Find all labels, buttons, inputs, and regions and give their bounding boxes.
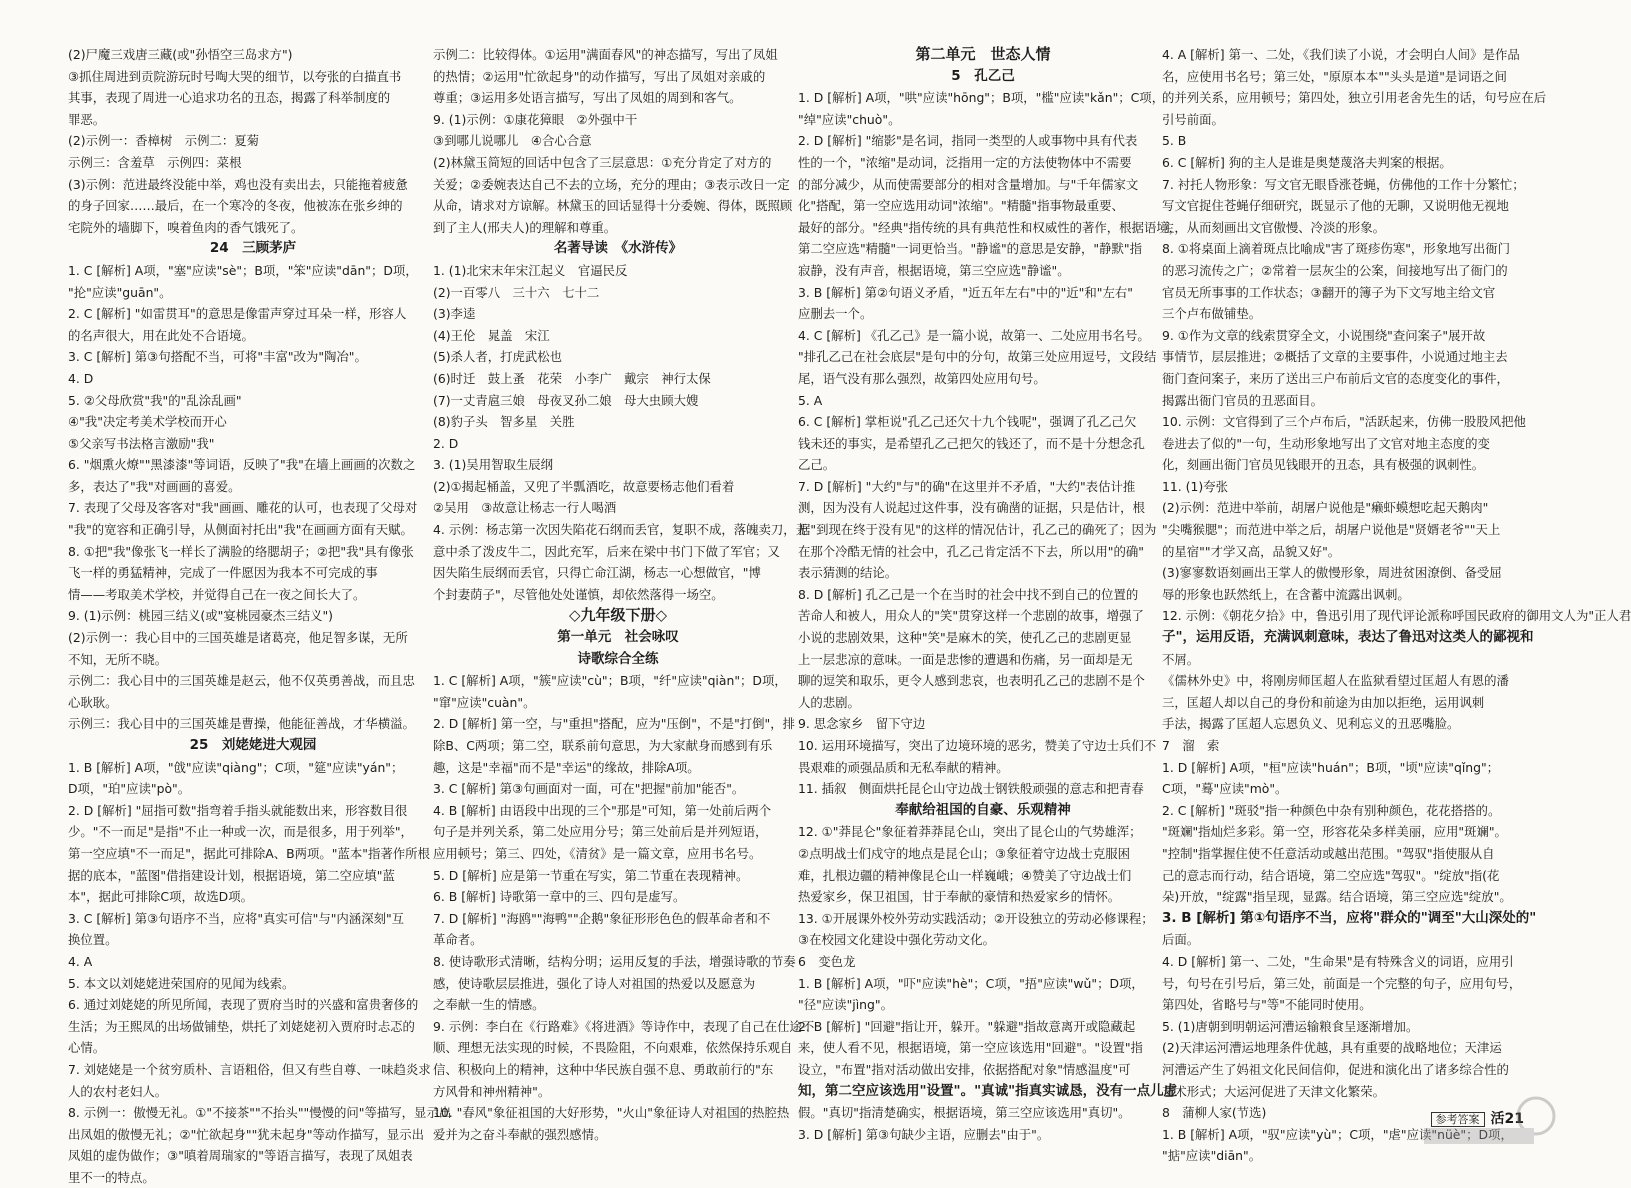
answer-line: 三个卢布做铺垫。 <box>1162 306 1262 322</box>
answer-line: 的热情；②运用"忙欲起身"的动作描写，写出了凤姐对亲戚的 <box>433 68 766 84</box>
answer-line: 10. 运用环境描写，突出了边境环境的恶劣，赞美了守边士兵们不 <box>798 738 1157 753</box>
answer-line: ②吴用 ③故意让杨志一行人喝酒 <box>433 500 617 516</box>
answer-line: "窜"应读"cuàn"。 <box>433 694 536 710</box>
answer-line: 河漕运产生了妈祖文化民间信仰，促进和演化出了诸多综合性的 <box>1162 1061 1509 1077</box>
answer-line: 从命，请求对方谅解。林黛玉的回话显得十分委婉、得体，既照顾 <box>433 198 793 214</box>
column-4 <box>1162 44 1631 1167</box>
answer-line: "我"的宽容和正确引导，从侧面衬托出"我"在画画方面有天赋。 <box>68 522 413 538</box>
answer-line: 换位置。 <box>68 932 118 948</box>
answer-line: "抡"应读"guān"。 <box>68 284 172 300</box>
answer-line: 卷进去了似的"一句，生动形象地写出了文官对地主态度的变 <box>1162 435 1490 451</box>
answer-line: (2)尸魔三戏唐三藏(或"孙悟空三岛求方") <box>68 47 293 62</box>
answer-line: 化，刻画出衙门官员见钱眼开的丑态，具有极强的讽刺性。 <box>1162 457 1485 473</box>
answer-line: 1. D [解析] A项，"哄"应读"hōng"；B项，"槛"应读"kǎn"；C项， <box>798 90 1165 106</box>
answer-line: ③抓住周进到贡院游玩时号啕大哭的细节，以夸张的白描直书 <box>68 68 402 84</box>
answer-line: 3. D [解析] 第③句缺少主语，应删去"由于"。 <box>798 1126 1050 1142</box>
answer-line: 10. 示例：文官得到了三个卢布后，"活跃起来，仿佛一股股风把他 <box>1162 414 1526 430</box>
answer-line: 应用顿号；第三、四处，《清贫》是一篇文章，应用书名号。 <box>433 845 762 861</box>
answer-line: ③到哪儿说哪儿 ④合心合意 <box>433 133 592 149</box>
answer-line: "径"应读"jìng"。 <box>798 997 893 1013</box>
answer-line: 2. D <box>433 435 459 451</box>
answer-line: 到了主人(邢夫人)的理解和尊重。 <box>433 219 617 235</box>
answer-line: 5. A <box>798 392 823 408</box>
answer-line: 5. (1)唐朝到明朝运河漕运输粮食呈逐渐增加。 <box>1162 1018 1419 1034</box>
answer-line: 2. C [解析] "如雷贯耳"的意思是像雷声穿过耳朵一样，形容人 <box>68 306 407 322</box>
answer-line: 1. (1)北宋末年宋江起义 官逼民反 <box>433 262 628 278</box>
answer-line: 5. B <box>1162 133 1187 149</box>
answer-line: "绰"应读"chuò"。 <box>798 111 901 127</box>
answer-line: 4. B [解析] 由语段中出现的三个"那是"可知，第一处前后两个 <box>433 802 772 818</box>
answer-line: 不知，无所不晓。 <box>68 651 168 667</box>
answer-line: 艺术形式；大运河促进了天津文化繁荣。 <box>1162 1083 1386 1099</box>
answer-line: 第四处，省略号与"等"不能同时使用。 <box>1162 997 1372 1013</box>
answer-line: 3. C [解析] 第③句画面对一面，可在"把握"前加"能否"。 <box>433 781 745 797</box>
answer-line: 1. B [解析] A项，"吓"应读"hè"；C项，"捂"应读"wǔ"；D项， <box>798 975 1144 991</box>
answer-line: 4. C [解析] 《孔乙己》是一篇小说，故第一、二处应用书名号。 <box>798 327 1150 343</box>
answer-line: 3. C [解析] 第③句语序不当，应将"真实可信"与"内涵深刻"互 <box>68 910 405 926</box>
answer-line: 的并列关系，应用顿号；第四处，独立引用老舍先生的话，句号应在后 <box>1162 90 1547 106</box>
answer-line: 罪恶。 <box>68 111 106 127</box>
answer-line: 11. 插叙 侧面烘托昆仑山守边战士钢铁般顽强的意志和把青春 <box>798 781 1144 797</box>
section-heading: 第二单元 世态人情 <box>915 45 1051 63</box>
answer-line: (7)一丈青扈三娘 母夜叉孙二娘 母大虫顾大嫂 <box>433 392 699 408</box>
answer-line: 第一空应填"不一而足"，据此可排除A、B两项。"蓝本"指著作所根 <box>68 845 430 861</box>
answer-line: 8. 示例一：傲慢无礼。①"不接茶""不抬头""慢慢的问"等描写，显示出 <box>68 1105 452 1121</box>
answer-line: 朵)开放，"绽露"指呈现，显露。结合语境，第三空应选"绽放"。 <box>1162 889 1512 905</box>
answer-line: 本"，据此可排除C项，故选D项。 <box>68 889 253 905</box>
answer-line: 心情。 <box>68 1040 106 1056</box>
answer-line: 设立，"布置"指对活动做出安排，依据搭配对象"情感温度"可 <box>798 1061 1131 1077</box>
answer-line: 生活；为王熙凤的出场做铺垫，烘托了刘姥姥初入贾府时忐忑的 <box>68 1018 415 1034</box>
answer-line: 宅院外的墙脚下，嗅着鱼肉的香气饿死了。 <box>68 219 304 235</box>
answer-line: 性的一个，"浓缩"是动词，泛指用一定的方法使物体中不需要 <box>798 154 1132 170</box>
answer-line: 4. A <box>68 953 93 969</box>
answer-line: 方风骨和神州精神"。 <box>433 1083 551 1099</box>
answer-line: 4. D <box>68 370 94 386</box>
answer-line: 9. (1)示例：①康花獐眼 ②外强中干 <box>433 111 638 127</box>
answer-line: 除B、C两项；第二空，联系前句意思，为大家献身而感到有乐 <box>433 738 773 753</box>
answer-line: 在那个冷酷无情的社会中，孔乙己肯定活不下去，所以用"的确" <box>798 543 1144 559</box>
section-heading: 3. B [解析] 第①句语序不当，应将"群众的"调至"大山深处的" <box>1162 909 1537 926</box>
answer-line: 后面。 <box>1162 932 1200 948</box>
answer-line: 之奉献一生的情感。 <box>433 997 545 1013</box>
answer-line: 的恶习流传之广；②常着一层灰尘的公案，间接地写出了衙门的 <box>1162 262 1508 278</box>
answer-line: 名，应使用书名号；第三处，"原原本本""头头是道"是词语之间 <box>1162 68 1507 84</box>
answer-line: 表示猜测的结论。 <box>798 565 898 581</box>
answer-line: 事情节，层层推进；②概括了文章的主要事件，小说通过地主去 <box>1162 349 1508 365</box>
answer-line: 因失陷生辰纲而丢官，只得亡命江湖，杨志一心想做官，"博 <box>433 565 761 581</box>
answer-line: 9. 示例：李白在《行路难》《将进酒》等诗作中，表现了自己在仕途不 <box>433 1018 815 1034</box>
answer-line: 据"到现在终于没有见"的这样的情况估计，孔乙己的确死了；因为 <box>798 522 1157 538</box>
answer-line: 应删去一个。 <box>798 306 873 322</box>
answer-line: 8 蒲柳人家(节选) <box>1162 1105 1267 1121</box>
answer-line: 9. 思念家乡 留下守边 <box>798 716 926 732</box>
answer-line: 7. D [解析] "大约"与"的确"在这里并不矛盾，"大约"表估计推 <box>798 478 1136 494</box>
answer-line: 号，句号在引号后，第三处，前面是一个完整的句子，应用句号， <box>1162 975 1522 991</box>
answer-line: 5. 本文以刘姥姥进荣国府的见闻为线索。 <box>68 975 295 991</box>
answer-line: 8. 使诗歌形式清晰，结构分明；运用反复的手法，增强诗歌的节奏 <box>433 953 796 969</box>
answer-line: 6. C [解析] 掌柜说"孔乙己还欠十九个钱呢"，强调了孔乙己欠 <box>798 414 1137 430</box>
section-heading: 第一单元 社会咏叹 <box>557 629 679 646</box>
section-heading: ◇九年级下册◇ <box>568 606 668 625</box>
answer-line: 信、积极向上的精神，这种中华民族自强不息、勇敢前行的"东 <box>433 1061 774 1077</box>
answer-line: C项，"蓦"应读"mò"。 <box>1162 781 1288 797</box>
answer-line: 6. B [解析] 诗歌第一章中的三、四句是虚写。 <box>433 889 686 905</box>
answer-line: 钱未还的事实，是希望孔乙己把欠的钱还了，而不是十分想念孔 <box>798 435 1145 451</box>
answer-line: 不屑。 <box>1162 651 1200 667</box>
watermark-logo-icon <box>1416 1094 1566 1148</box>
answer-line: 关爱；②委婉表达自己不去的立场，充分的理由；③表示改日一定 <box>433 176 790 192</box>
answer-line: (2)示例：范进中举前，胡屠户说他是"癞虾蟆想吃起天鹅肉" <box>1162 500 1489 516</box>
answer-line: "排孔乙己在社会底层"是句中的分句，故第三处应用逗号，文段结 <box>798 349 1157 365</box>
section-heading: 24 三顾茅庐 <box>209 240 297 257</box>
answer-line: 7. 衬托人物形象：写文官无眼昏涨苍蝇，仿佛他的工作十分繁忙； <box>1162 176 1525 192</box>
answer-line: 8. ①把"我"像张飞一样长了满脸的络腮胡子；②把"我"具有像张 <box>68 543 414 559</box>
answer-line: 6. 通过刘姥姥的所见所闻，表现了贾府当时的兴盛和富贵奢侈的 <box>68 997 419 1013</box>
answer-line: 2. B [解析] "回避"指让开，躲开。"躲避"指故意离开或隐藏起 <box>798 1018 1136 1034</box>
answer-line: (4)王伦 晁盖 宋江 <box>433 327 550 343</box>
answer-line: 6. C [解析] 狗的主人是谁是奥楚蔑洛夫判案的根据。 <box>1162 154 1452 170</box>
answer-line: 7. 表现了父母及客客对"我"画画、雕花的认可，也表现了父母对 <box>68 500 418 516</box>
answer-line: 5. D [解析] 应是第一节重在写实，第二节重在表现精神。 <box>433 867 749 883</box>
section-heading: 诗歌综合全练 <box>577 650 659 667</box>
answer-line: 的名声很大，用在此处不合语境。 <box>68 327 254 343</box>
answer-line: 3. B [解析] 第②句语义矛盾，"近五年左右"中的"近"和"左右" <box>798 284 1133 300</box>
section-heading: 奉献给祖国的自豪、乐观精神 <box>895 801 1071 818</box>
answer-line: 革命者。 <box>433 932 483 948</box>
answer-line: 顺、理想无法实现的时候，不畏险阻，不向艰难，依然保持乐观自 <box>433 1040 793 1056</box>
answer-line: 衙门查问案子，来历了送出三户布前后文官的态度变化的事件， <box>1162 370 1509 386</box>
answer-line: 7 溜 索 <box>1162 738 1220 753</box>
answer-line: 句子是并列关系，第二处应用分号；第三处前后是并列短语， <box>433 824 768 840</box>
answer-line: 最好的部分。"经典"指传统的具有典范性和权威性的著作，根据语境， <box>798 219 1182 235</box>
answer-line: 12. ①"莽昆仑"象征着莽莽昆仑山，突出了昆仑山的气势雄浑； <box>798 824 1142 840</box>
answer-line: 尾，语气没有那么强烈，故第四处应用句号。 <box>798 370 1046 386</box>
answer-line: 感，使诗歌层层推进，强化了诗人对祖国的热爱以及愿意为 <box>433 975 756 991</box>
answer-line: 示例三：我心目中的三国英雄是曹操，他能征善战，才华横溢。 <box>68 716 415 732</box>
answer-line: 出凤姐的傲慢无礼；②"忙欲起身""犹未起身"等动作描写，显示出 <box>68 1126 425 1142</box>
answer-line: (2)示例一：我心目中的三国英雄是诸葛亮，他足智多谋，无所 <box>68 630 408 646</box>
answer-line: 趣，这是"幸福"而不是"幸运"的缘故，排除A项。 <box>433 759 700 775</box>
answer-line: 少。"不一而足"是指"不止一种或一次，而是很多，用于列举"， <box>68 824 413 840</box>
answer-line: 2. D [解析] "缩影"是名词，指同一类型的人或事物中具有代表 <box>798 133 1138 149</box>
answer-line: 6. "烟熏火燎""黑漆漆"等词语，反映了"我"在墙上画画的次数之 <box>68 457 416 473</box>
answer-line: 写文官捉住苍蝇仔细研究，既显示了他的无聊，又说明他无视地 <box>1162 198 1509 214</box>
answer-line: 苦命人和被人，用众人的"笑"贯穿这样一个悲剧的故事，增强了 <box>798 608 1144 624</box>
section-heading: 知，第二空应该选用"设置"。"真诚"指真实诚恳，没有一点儿虚 <box>798 1082 1178 1099</box>
answer-line: 主，从而刻画出文官傲慢、冷淡的形象。 <box>1162 219 1386 235</box>
answer-line: (2)天津运河漕运地理条件优越，具有重要的战略地位；天津运 <box>1162 1040 1502 1056</box>
answer-line: 2. D [解析] "屈指可数"指弯着手指头就能数出来，形容数目很 <box>68 802 408 818</box>
answer-line: "尖嘴猴腮"；而范进中举之后，胡屠户说他是"贤婿老爷""天上 <box>1162 522 1501 538</box>
answer-line: 化"搭配，第一空应选用动词"浓缩"。"精髓"指事物最重要、 <box>798 198 1124 214</box>
answer-line: (2)示例一：香樟树 示例二：夏菊 <box>68 133 260 149</box>
answer-line: 其事，表现了周进一心追求功名的丑态，揭露了科举制度的 <box>68 90 391 106</box>
answer-line: 聊的逗笑和取乐，更令人感到悲哀，也表明孔乙己的悲剧不是个 <box>798 673 1145 689</box>
answer-line: 上一层悲凉的意味。一面是悲惨的遭遇和伤痛，另一面却是无 <box>798 651 1133 667</box>
answer-line: (3)寥寥数语刻画出王掌人的傲慢形象，周进贫困潦倒、备受屈 <box>1162 565 1502 581</box>
answer-line: (2)一百零八 三十六 七十二 <box>433 284 600 300</box>
section-heading: 名著导读 《水浒传》 <box>553 240 683 257</box>
answer-line: 里不一的特点。 <box>68 1169 155 1185</box>
answer-line: 人的农村老妇人。 <box>68 1083 168 1099</box>
answer-line: 4. 示例：杨志第一次因失陷花石纲而丢官，复职不成，落魄卖刀，无 <box>433 522 809 538</box>
answer-line: 乙己。 <box>798 457 836 473</box>
answer-line: 难，扎根边疆的精神像昆仑山一样巍峨；④赞美了守边战士们 <box>798 867 1132 883</box>
answer-line: 揭露出衙门官员的丑恶面目。 <box>1162 392 1324 408</box>
answer-line: 4. D [解析] 第一、二处，"生命果"是有特殊含义的词语，应用引 <box>1162 953 1514 969</box>
answer-line: 尊重；③运用多处语言描写，写出了凤姐的周到和客气。 <box>433 90 742 106</box>
answer-line: 畏艰难的顽强品质和无私奉献的精神。 <box>798 759 1009 775</box>
answer-line: (3)李逵 <box>433 306 476 322</box>
answer-line: (2)林黛玉简短的回话中包含了三层意思：①充分肯定了对方的 <box>433 154 772 170</box>
answer-line: 7. 刘姥姥是一个贫穷质朴、言语粗俗，但又有些自尊、一味趋炎求 <box>68 1061 431 1077</box>
answer-line: "控制"指掌握住使不任意活动或越出范围。"驾驭"指使服从自 <box>1162 845 1495 861</box>
answer-line: 情——考取美术学校，并觉得自己在一夜之间长大了。 <box>68 586 366 602</box>
answer-line: (2)①揭起桶盖，又兜了半瓢酒吃，故意要杨志他们看着 <box>433 478 735 494</box>
answer-line: 意中杀了泼皮牛二，因此充军，后来在梁中书门下做了军官；又 <box>433 543 780 559</box>
answer-line: ⑤父亲写书法格言激励"我" <box>68 435 215 451</box>
answer-line: 1. D [解析] A项，"桓"应读"huán"；B项，"顷"应读"qǐng"； <box>1162 759 1500 775</box>
answer-line: (6)时迁 鼓上蚤 花荣 小李广 戴宗 神行太保 <box>433 370 711 386</box>
answer-line: 5. ②父母欣赏"我"的"乱涂乱画" <box>68 392 242 408</box>
answer-line: 多，表达了"我"对画画的喜爱。 <box>68 478 241 494</box>
answer-line: 7. D [解析] "海鸥""海鸭""企鹅"象征形形色色的假革命者和不 <box>433 910 771 926</box>
answer-line: 小说的悲剧效果，这种"笑"是麻木的笑，使孔乙己的悲剧更显 <box>798 630 1132 646</box>
answer-line: 辱的形象也跃然纸上，在含蓄中流露出讽刺。 <box>1162 586 1410 602</box>
answer-line: 寂静，没有声音，根据语境，第三空应选"静谧"。 <box>798 262 1070 278</box>
answer-line: 1. C [解析] A项，"簇"应读"cù"；B项，"纤"应读"qiàn"；D项， <box>433 673 787 689</box>
answer-line: 官员无所事事的工作状态；③翻开的簿子为下文写地主给文官 <box>1162 284 1496 300</box>
answer-line: 的部分减少，从而使需要部分的相对含量增加。与"千年儒家文 <box>798 176 1139 192</box>
answer-line: 的星宿""才学又高，品貌又好"。 <box>1162 543 1341 559</box>
answer-line: 1. B [解析] A项，"驭"应读"yù"；C项，"虐"应读"nüè"；D项， <box>1162 1126 1513 1142</box>
answer-line: 心耿耿。 <box>68 694 118 710</box>
answer-line: 的身子回家……最后，在一个寒冷的冬夜，他被冻在张乡绅的 <box>68 198 403 214</box>
answer-line: 假。"真切"指清楚确实，根据语境，第三空应该选用"真切"。 <box>798 1105 1131 1121</box>
section-heading: 5 孔乙己 <box>951 67 1015 84</box>
answer-line: 1. C [解析] A项，"塞"应读"sè"；B项，"笨"应读"dān"；D项， <box>68 262 418 278</box>
answer-line: 据的底本，"蓝图"借指建设计划，根据语境，第二空应填"蓝 <box>68 867 395 883</box>
answer-line: 来，使人看不见，根据语境，第一空应该选用"回避"。"设置"指 <box>798 1040 1143 1056</box>
answer-line: (8)豹子头 智多星 关胜 <box>433 414 575 430</box>
answer-line: ③在校园文化建设中强化劳动文化。 <box>798 932 995 948</box>
answer-line: 11. (1)夸张 <box>1162 478 1228 494</box>
answer-line: ②点明战士们戍守的地点是昆仑山；③象征着守边战士克服困 <box>798 845 1130 861</box>
answer-line: 测，因为没有人说起过这件事，没有确凿的证据，只是估计，根 <box>798 500 1145 516</box>
page-number: 活21 <box>1490 1111 1524 1127</box>
answer-line: 8. D [解析] 孔乙己是一个在当时的社会中找不到自己的位置的 <box>798 586 1139 602</box>
answer-line: 8. ①将桌面上滴着斑点比喻成"害了斑疹伤寒"，形象地写出衙门 <box>1162 241 1511 257</box>
answer-line: 9. (1)示例：桃园三结义(或"宴桃园豪杰三结义") <box>68 608 334 624</box>
answer-line: 13. ①开展课外校外劳动实践活动；②开设独立的劳动必修课程； <box>798 910 1154 926</box>
answer-line: 飞一样的勇猛精神，完成了一件愿因为我本不可完成的事 <box>68 565 378 581</box>
answer-line: 己的意志而行动，结合语境，第二空应选"驾驭"。"绽放"指(花 <box>1162 867 1500 883</box>
answer-line: 凤姐的虚伪做作；③"嗔着周瑞家的"等语言描写，表现了凤姐表 <box>68 1148 413 1164</box>
answer-line: 第二空应选"精髓"一词更恰当。"静谧"的意思是安静，"静默"指 <box>798 241 1142 257</box>
answer-line: 示例二：我心目中的三国英雄是赵云，他不仅英勇善战，而且忠 <box>68 673 415 689</box>
answer-line: 9. ①作为文章的线索贯穿全文，小说围绕"查问案子"展开故 <box>1162 327 1486 343</box>
answer-line: 4. A [解析] 第一、二处，《我们读了小说，才会明白人间》是作品 <box>1162 47 1520 62</box>
answer-line: 爱并为之奋斗奉献的强烈感情。 <box>433 1126 607 1142</box>
answer-line: 6 变色龙 <box>798 953 856 969</box>
answer-line: "斑斓"指灿烂多彩。第一空，形容花朵多样美丽，应用"斑斓"。 <box>1162 824 1507 840</box>
footer-label: 参考答案 <box>1431 1112 1485 1127</box>
section-heading: 25 刘姥姥进大观园 <box>189 737 317 753</box>
answer-line: 2. C [解析] "斑驳"指一种颜色中杂有别种颜色，花花搭搭的。 <box>1162 802 1501 818</box>
answer-line: ④"我"决定考美术学校而开心 <box>68 414 227 430</box>
answer-line: 手法，揭露了匡超人忘恩负义、见利忘义的丑恶嘴脸。 <box>1162 716 1460 732</box>
answer-line: (3)示例：范进最终没能中举，鸡也没有卖出去，只能拖着疲惫 <box>68 176 408 192</box>
answer-line: "掂"应读"diān"。 <box>1162 1148 1262 1164</box>
answer-line: 《儒林外史》中，将刚房师匡超人在监狱看望过匡超人有恩的潘 <box>1162 673 1509 689</box>
column-1 <box>68 44 452 1188</box>
answer-line: 2. D [解析] 第一空，与"重担"搭配，应为"压倒"，不是"打倒"，排 <box>433 716 796 732</box>
answer-line: 1. B [解析] A项，"戗"应读"qiàng"；C项，"筵"应读"yán"； <box>68 759 404 775</box>
answer-line: 引号前面。 <box>1162 111 1224 127</box>
section-heading: 子"，运用反语，充满讽刺意味，表达了鲁迅对这类人的鄙视和 <box>1162 629 1534 646</box>
answer-line: 三，匡超人却以自己的身份和前途为由加以拒绝，运用讽刺 <box>1162 694 1485 710</box>
answer-line: (5)杀人者，打虎武松也 <box>433 349 563 365</box>
answer-line: 12. 示例：《朝花夕拾》中，鲁迅引用了现代评论派称呼国民政府的御用文人为"正人君 <box>1162 608 1631 624</box>
answer-line: 个封妻荫子"，尽管他处处谨慎，却依然落得一场空。 <box>433 586 724 602</box>
answer-line: 3. (1)吴用智取生辰纲 <box>433 457 554 473</box>
answer-line: 示例二：比较得体。①运用"满面春风"的神态描写，写出了凤姐 <box>433 47 778 62</box>
answer-line: 热爱家乡，保卫祖国，甘于奉献的豪情和热爱家乡的情怀。 <box>798 889 1121 905</box>
answer-line: D项，"珀"应读"pò"。 <box>68 781 191 797</box>
answer-line: 示例三：含羞草 示例四：菜根 <box>68 154 242 170</box>
answer-line: 3. C [解析] 第③句搭配不当，可将"丰富"改为"陶冶"。 <box>68 349 367 365</box>
answer-line: 人的悲剧。 <box>798 694 860 710</box>
answer-line: 10. "春风"象征祖国的大好形势，"火山"象征诗人对祖国的热腔热 <box>433 1105 790 1121</box>
